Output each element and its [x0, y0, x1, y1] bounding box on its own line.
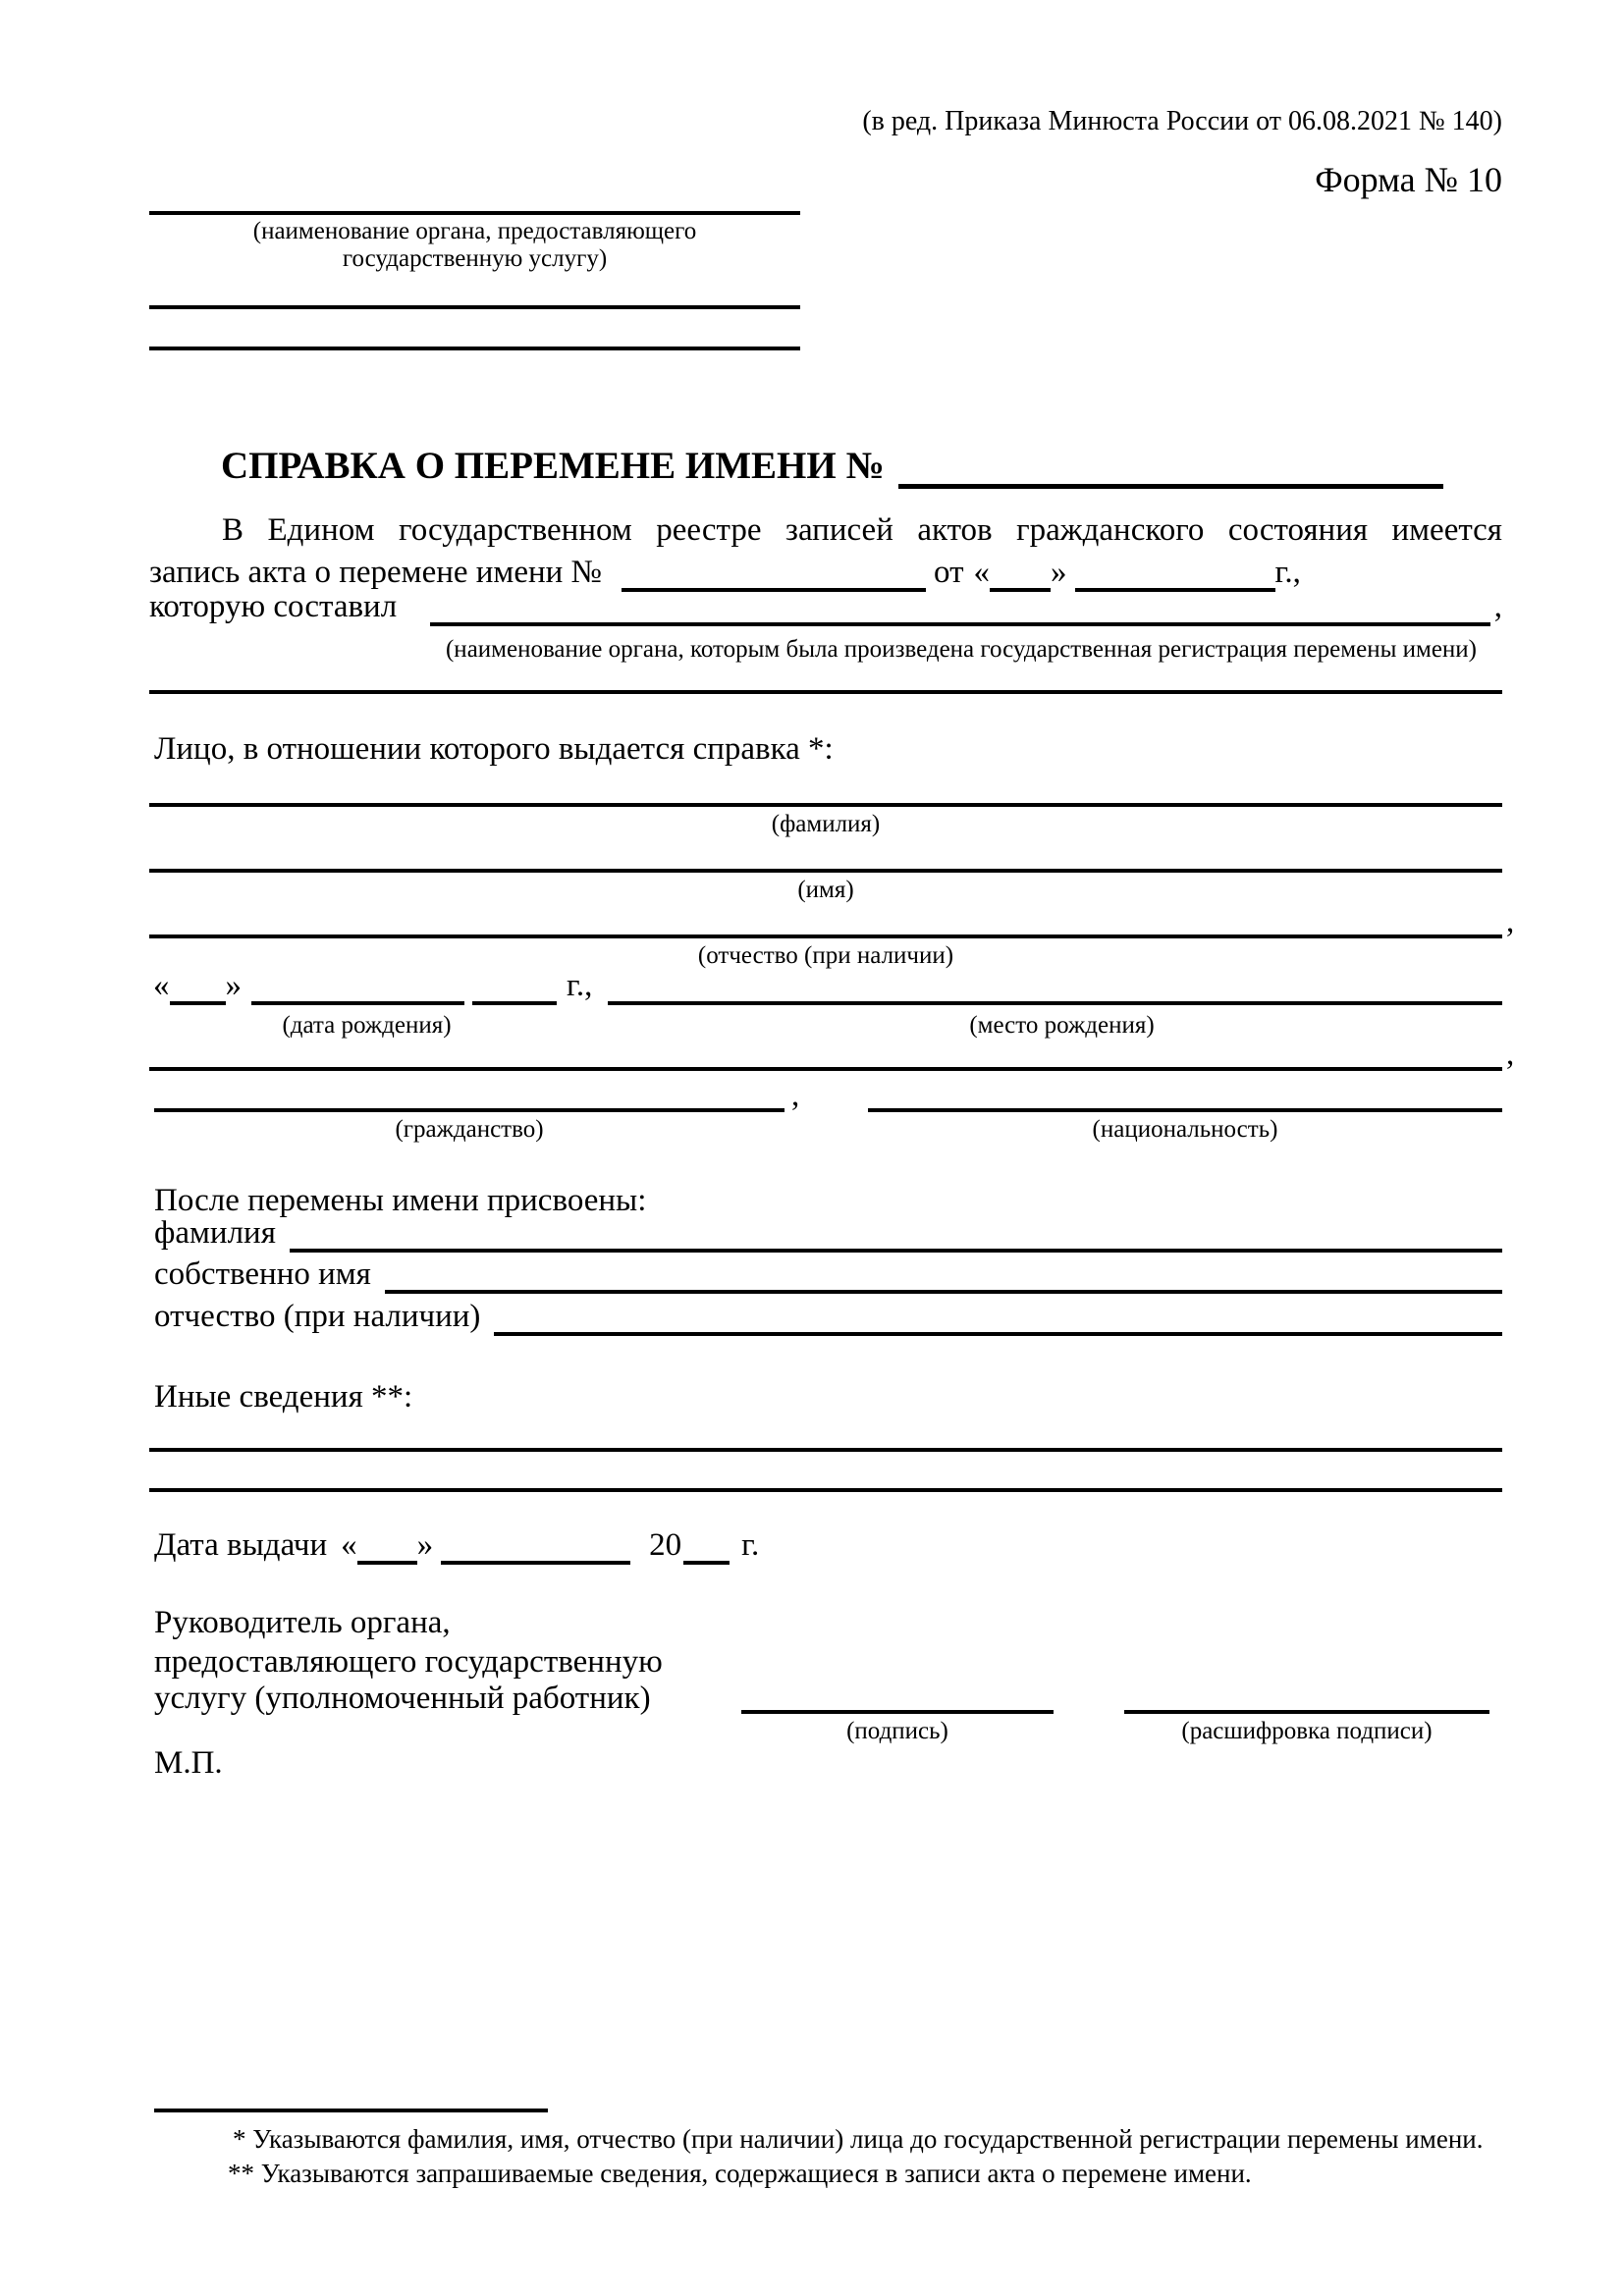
org-block-caption-line-2: государственную услугу) [342, 245, 608, 272]
record-day-blank [990, 555, 1051, 592]
birth-day-blank [170, 970, 226, 1005]
citizenship-trailing-comma: , [791, 1078, 800, 1113]
new-patronymic-row [154, 1301, 1502, 1336]
issue-date-close-quote: » [416, 1527, 434, 1564]
org-block-caption-line-1: (наименование органа, предоставляющего [252, 218, 697, 244]
record-year-blank [1213, 555, 1275, 592]
name-blank [149, 869, 1502, 873]
registering-org-caption: (наименование органа, которым была произведена государственная регистрация перемены имени) [445, 636, 1477, 663]
other-info-blank-2 [149, 1488, 1502, 1492]
registry-paragraph-line-1: В Едином государственном реестре записей актов гражданского состояния имеется [222, 512, 1502, 548]
birth-place-blank [608, 970, 1502, 1005]
edition-note: (в ред. Приказа Минюста России от 06.08.2021 № 140) [862, 106, 1502, 136]
record-month-blank [1075, 555, 1213, 592]
birth-place-trailing-comma: , [1506, 1037, 1515, 1072]
name-caption: (имя) [797, 877, 854, 903]
org-name-line-3 [149, 347, 800, 350]
after-change-heading: После перемены имени присвоены: [154, 1183, 647, 1218]
record-date-close-quote: » [1051, 555, 1067, 591]
new-surname-blank [290, 1217, 1502, 1253]
issue-year-blank [683, 1529, 730, 1565]
other-info-heading: Иные сведения **: [154, 1379, 413, 1415]
issue-date-label: Дата выдачи [154, 1527, 328, 1564]
registering-org-blank [430, 589, 1490, 626]
person-section-heading: Лицо, в отношении которого выдается справка *: [154, 731, 834, 767]
new-surname-label: фамилия [154, 1215, 276, 1252]
certificate-number-blank [898, 484, 1443, 489]
page-title: СПРАВКА О ПЕРЕМЕНЕ ИМЕНИ № [221, 445, 885, 487]
issue-date-row [154, 1529, 841, 1565]
record-date-open-quote: « [973, 555, 991, 591]
other-info-blank-1 [149, 1448, 1502, 1452]
signature-name-caption: (расшифровка подписи) [1181, 1718, 1433, 1744]
registering-org-continuation-line [149, 690, 1502, 694]
patronymic-blank [149, 934, 1502, 938]
birth-place-continuation-blank [149, 1067, 1502, 1071]
new-surname-row [154, 1217, 1502, 1253]
from-label: от [934, 555, 964, 591]
trailing-comma: , [1493, 589, 1502, 625]
issue-year-abbr: г. [741, 1527, 760, 1564]
birth-month-blank [251, 970, 464, 1005]
compiled-by-label: которую составил [149, 589, 398, 625]
new-name-label: собственно имя [154, 1256, 371, 1293]
record-number-blank [622, 555, 926, 592]
surname-caption: (фамилия) [771, 811, 881, 837]
record-year-abbr: г., [1274, 555, 1301, 591]
nationality-caption: (национальность) [1092, 1116, 1278, 1143]
new-patronymic-label: отчество (при наличии) [154, 1299, 481, 1335]
nationality-blank [868, 1108, 1502, 1112]
footnote-1: * Указываются фамилия, имя, отчество (при наличии) лица до государственной регистрации перемены имени. [233, 2124, 1484, 2154]
signature-name-blank [1124, 1710, 1489, 1714]
birth-date-close-quote: » [225, 968, 242, 1004]
registry-paragraph-line-2 [149, 555, 1502, 592]
issue-month-blank [441, 1529, 630, 1565]
org-name-line-1 [149, 211, 800, 215]
birth-year-abbr: г., [567, 968, 593, 1004]
signatory-line-1: Руководитель органа, [154, 1605, 451, 1640]
form-number: Форма № 10 [1315, 160, 1502, 199]
footnote-separator [154, 2109, 548, 2112]
registry-paragraph-line-3 [149, 589, 1502, 626]
new-name-row [154, 1258, 1502, 1294]
new-name-blank [385, 1258, 1502, 1294]
org-name-line-2 [149, 305, 800, 309]
patronymic-trailing-comma: , [1506, 904, 1515, 939]
issue-century: 20 [649, 1527, 682, 1564]
citizenship-blank [154, 1108, 784, 1112]
surname-blank [149, 803, 1502, 807]
birth-year-blank [472, 970, 557, 1005]
signature-blank [741, 1710, 1054, 1714]
birth-date-open-quote: « [153, 968, 170, 1004]
new-patronymic-blank [494, 1301, 1502, 1336]
birth-place-caption: (место рождения) [969, 1012, 1155, 1039]
citizenship-caption: (гражданство) [395, 1116, 544, 1143]
stamp-placeholder: М.П. [154, 1745, 223, 1781]
signature-caption: (подпись) [846, 1718, 948, 1744]
issue-date-open-quote: « [341, 1527, 357, 1564]
birth-row [149, 970, 1502, 1005]
signatory-line-3: услугу (уполномоченный работник) [154, 1681, 651, 1716]
signatory-line-2: предоставляющего государственную [154, 1644, 663, 1680]
record-number-label: запись акта о перемене имени № [149, 555, 603, 591]
patronymic-caption: (отчество (при наличии) [697, 942, 954, 969]
birth-date-caption: (дата рождения) [282, 1012, 452, 1039]
footnote-2: ** Указываются запрашиваемые сведения, содержащиеся в записи акта о перемене имени. [228, 2159, 1252, 2188]
issue-day-blank [357, 1529, 417, 1565]
